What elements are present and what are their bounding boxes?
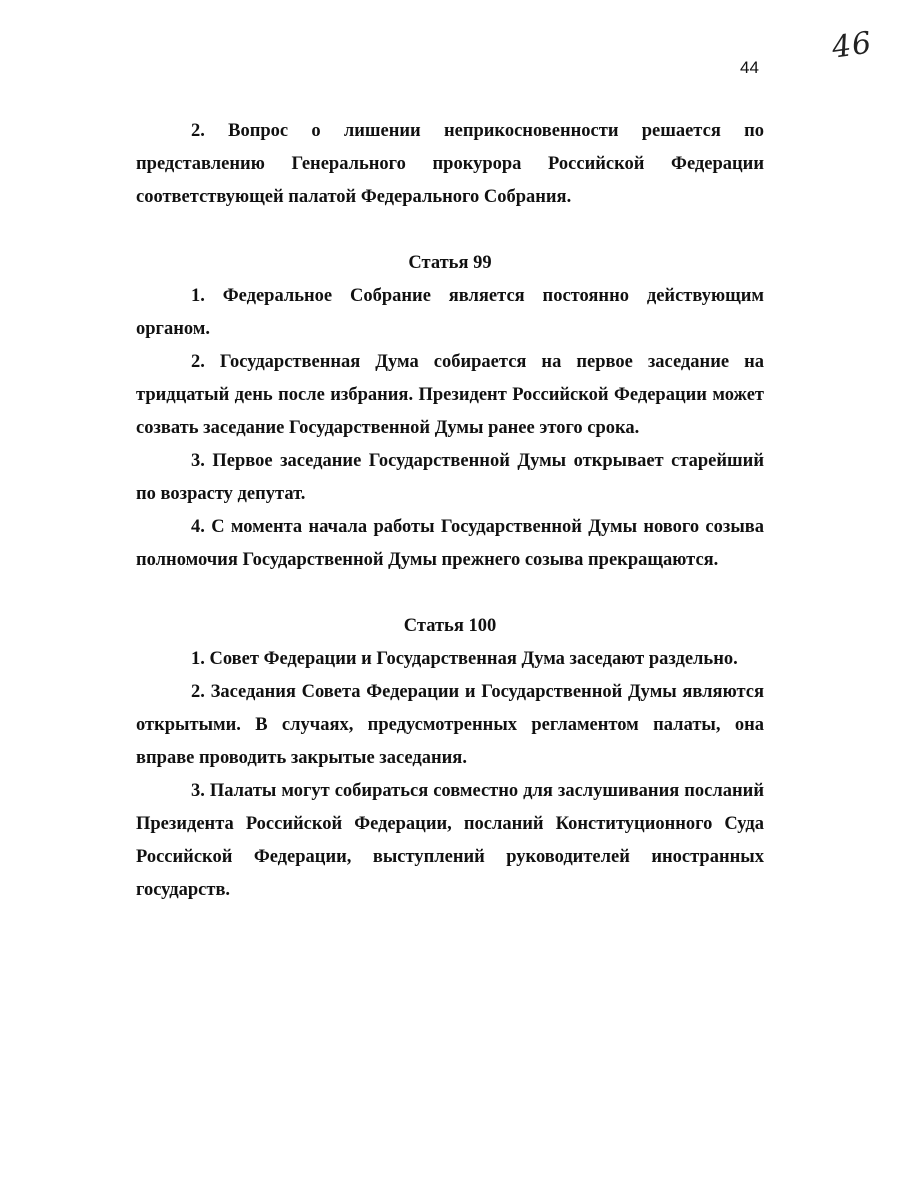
paragraph-100-3: 3. Палаты могут собираться совместно для заслушивания посланий Президента Российской Федерации, посланий Конституционного Суда Российской Федерации, выступлений руководителей иностранных государств. (136, 781, 764, 900)
page-number: 44 (740, 58, 759, 77)
paragraph-99-2: 2. Государственная Дума собирается на первое заседание на тридцатый день после избрания. Президент Российской Федерации может созвать заседание Государственной Думы ранее этого срока. (136, 352, 764, 438)
paragraph-100-1: 1. Совет Федерации и Государственная Дума заседают раздельно. (191, 649, 738, 669)
paragraph-99-1: 1. Федеральное Собрание является постоянно действующим органом. (136, 286, 764, 339)
document-body (136, 115, 764, 907)
paragraph-99-3: 3. Первое заседание Государственной Думы открывает старейший по возрасту депутат. (136, 451, 764, 504)
handwritten-page-number: 46 (829, 25, 875, 66)
article-title-99: Статья 99 (408, 253, 492, 273)
paragraph-98-2: 2. Вопрос о лишении неприкосновенности решается по представлению Генерального прокурора Российской Федерации соответствующей палатой Федерального Собрания. (136, 121, 764, 207)
paragraph-100-2: 2. Заседания Совета Федерации и Государственной Думы являются открытыми. В случаях, предусмотренных регламентом палаты, она вправе проводить закрытые заседания. (136, 682, 764, 768)
paragraph-99-4: 4. С момента начала работы Государственной Думы нового созыва полномочия Государственной Думы прежнего созыва прекращаются. (136, 517, 764, 570)
article-title-100: Статья 100 (403, 616, 497, 636)
spacer (136, 577, 764, 610)
spacer (136, 214, 764, 247)
